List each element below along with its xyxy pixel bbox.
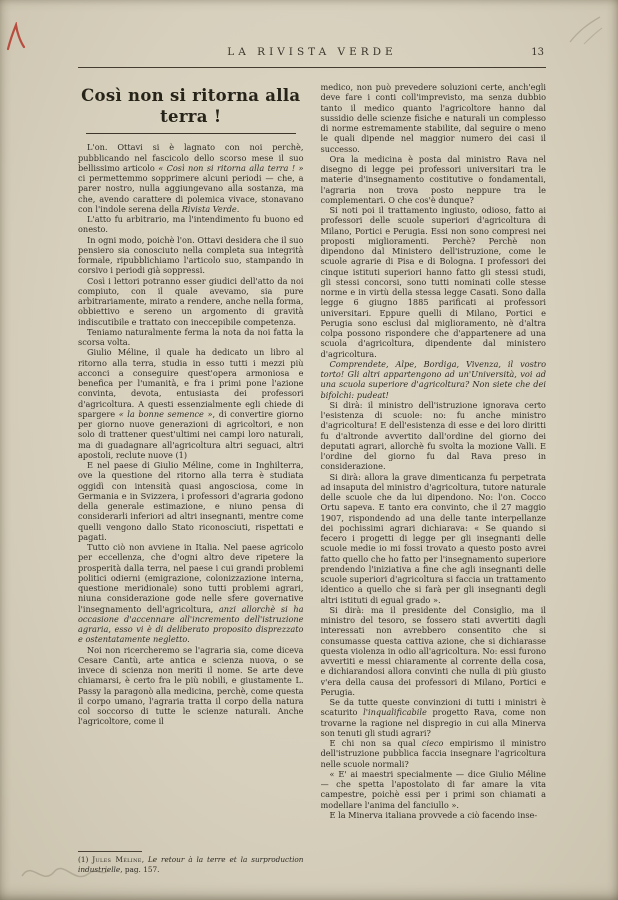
paragraph bbox=[321, 738, 547, 769]
text-segment: L'atto fu arbitrario, ma l'intendimento fu buono ed onesto. bbox=[78, 214, 304, 235]
text-segment: E nel paese di Giulio Méline, come in Inghilterra, ove la questione del ritorno alla terra è studiata oggidì con intensità quasi angosciosa, come in Germania e in Svizzera, i professori d'agraria godono della generale estimazione, e niuno pensa di considerarli inferiori ad altri insegnanti, mentre come quelli vengono dallo Stato riconosciuti, rispettati e pagati. bbox=[78, 460, 304, 542]
text-segment: « E' ai maestri specialmente — dice Giulio Méline — che spetta l'apostolato di far amare la vita campestre, poichè essi per i primi son chiamati a modellare l'anima del fanciullo ». bbox=[320, 768, 546, 810]
text-segment: Si dirà: ma il presidente del Consiglio, ma il ministro del tesoro, se fossero stati avvertiti dagli interessati non avrebbero consentito che si consumasse questa cattiva azione, che si dichiarasse questa violenza in odio all'agricoltura. No: essi furono avvertiti e messi chiaramente al corrente della cosa, e dichiarandosi allora convinti che nulla di più giusto v'era della causa dei professori di Milano, Portici e Perugia. bbox=[320, 604, 546, 697]
paragraph bbox=[321, 810, 547, 820]
text-segment: Si dirà: il ministro dell'istruzione ignorava certo l'esistenza di scuole: no: fu anche ministro d'agricoltura! E dell'esistenza di esse e dei loro diritti fu d'altronde avvertito dall'ordine del giorno dei deputati agrari, allorchè fu svolta la mozione Valli. E l'ordine del giorno fu dal Rava preso in considerazione. bbox=[320, 399, 546, 472]
text-segment: anzi allorchè si ha occasione d'accennare all'incremento dell'istruzione agraria, esso vi è di deliberato proposito disprezzato e ostentatamente negletto. bbox=[78, 603, 304, 645]
paragraph bbox=[321, 697, 547, 738]
running-head bbox=[78, 44, 546, 68]
paragraph bbox=[78, 235, 304, 276]
text-segment: « la bonne semence » bbox=[118, 408, 213, 419]
text-segment: Giulio Méline, il quale ha dedicato un libro al ritorno alla terra, studia in esso tutti i mezzi più acconci a conseguire quest'opera armoniosa e benefica per l'umanità, e fra i primi pone l'azione convinta, devota, entusiasta dei professori d'agricoltura. A questi essenzialmente egli chiede di spargere bbox=[78, 347, 304, 419]
article-title: Così non si ritorna alla terra ! bbox=[81, 86, 301, 126]
paragraph bbox=[78, 142, 304, 214]
text-segment: Si noti poi il trattamento ingiusto, odioso, fatto ai professori delle scuole superiori d'agricoltura di Milano, Portici e Perugia. Essi non sono compresi nei proposti miglioramenti. Perchè? Perchè non dipendono dal Ministero dell'istruzione, come le scuole agrarie di Pisa e di Bologna. I professori dei cinque istituti superiori hanno fatto gli stessi studi, gli stessi concorsi, sono tutti nominati colle stesse norme e in virtù della stessa legge Casati. Sono dalla legge 6 giugno 1885 parificati ai professori universitari. Eppure quelli di Milano, Portici e Perugia sono esclusi dal miglioramento, nè d'altra colpa possono rispondere che d'appartenere ad una scuola d'agricoltura, dipendente dal ministero d'agricoltura. bbox=[320, 205, 546, 359]
text-segment: progetto Rava, come non trovarne la ragione nel dispregio in cui alla Minerva son tenuti gli studi agrari? bbox=[320, 707, 546, 738]
paragraph bbox=[321, 605, 547, 697]
paragraph bbox=[78, 347, 304, 460]
paragraph bbox=[321, 82, 547, 154]
text-segment: Ora la medicina è posta dal ministro Rava nel disegno di legge pei professori universitari tra le materie d'insegnamento costitutive o fondamentali, l'agraria non trova posto neppure tra le complementari. O che cos'è dunque? bbox=[320, 153, 546, 205]
paragraph bbox=[321, 154, 547, 205]
text-segment: cieco bbox=[421, 738, 444, 748]
text-segment: Così i lettori potranno esser giudici dell'atto da noi compiuto, con il quale avevamo, sia pure arbitrariamente, mirato a rendere, anche nella forma, obbiettivo e sereno un argomento di gravità indiscutibile e trattato con ineccepibile competenza. bbox=[78, 275, 304, 327]
paragraph bbox=[321, 472, 547, 605]
text-segment: l'inqualificabile bbox=[363, 707, 427, 718]
paragraph bbox=[78, 645, 304, 727]
text-segment: . bbox=[236, 203, 240, 214]
text-segment: ci permettemmo sopprimere alcuni periodi — che, a parer nostro, nulla aggiungevano alla sostanza, ma che, avendo carattere di polemica vivace, stonavano con l'indole serena della bbox=[78, 173, 304, 214]
footnote bbox=[78, 849, 304, 874]
text-segment: empirismo il ministro dell'istruzione pubblica faccia insegnare l'agricoltura nelle scuole normali? bbox=[320, 738, 546, 769]
red-pencil-mark bbox=[4, 22, 30, 54]
text-segment: Tutto ciò non avviene in Italia. Nel paese agricolo per eccellenza, che d'ogni altro deve ripetere la prosperità dalla terra, nel paese i cui grandi problemi politici odierni (emigrazione, colonizzazione interna, questione meridionale) sono tutti problemi agrari, niuna considerazione gode nelle sfere governative l'insegnamento dell'agricoltura, bbox=[78, 542, 304, 614]
text-segment: Le retour à la terre et la surproduction industrielle bbox=[78, 855, 304, 874]
text-segment: (1) bbox=[78, 855, 93, 865]
paragraph bbox=[78, 327, 304, 348]
paragraph bbox=[78, 214, 304, 235]
paragraph bbox=[321, 400, 547, 472]
text-segment: « Così non si ritorna alla terra ! » bbox=[158, 162, 304, 173]
left-column-text bbox=[78, 142, 304, 726]
text-segment: , di convertire giorno per giorno nuove generazioni di agricoltori, e non solo di trattener quest'ultimi nei campi loro naturali, ma di guadagnare all'agricoltura altri seguaci, altri apostoli, reclute nuove (1) bbox=[78, 408, 304, 460]
text-segment: Rivista Verde bbox=[181, 203, 237, 214]
text-segment: In ogni modo, poichè l'on. Ottavi desidera che il suo pensiero sia conosciuto nella completa sua integrità formale, ripubblichiamo l'articolo suo, stampando in corsivo i periodi già soppressi. bbox=[78, 234, 304, 276]
paragraph bbox=[321, 205, 547, 359]
page-number: 13 bbox=[531, 47, 544, 58]
right-column bbox=[321, 82, 547, 874]
text-segment: Noi non ricercheremo se l'agraria sia, come diceva Cesare Cantù, arte antica e scienza nuova, o se invece di scienza non meriti il nome. Se arte deve chiamarsi, è certo fra le più nobili, e giustamente L. Passy la paragonò alla medicina, perchè, come questa il corpo umano, l'agraria tratta il corpo della natura col soccorso di tutte le scienze naturali. Anche l'agricoltore, come il bbox=[78, 644, 304, 727]
text-segment: Se da tutte queste convinzioni di tutti i ministri è scaturito bbox=[320, 697, 546, 718]
pencil-mark-top-right bbox=[564, 12, 606, 48]
text-segment: E chi non sa qual bbox=[329, 738, 422, 748]
text-segment: medico, non può prevedere soluzioni certe, anch'egli deve fare i conti coll'imprevisto, ma senza dubbio tanto il medico quanto l'agricoltore hanno dal sussidio delle scienze fisiche e naturali un complesso di norme estremamente stabilite, dal seguire o meno le quali dipende nel maggior numero dei casi il successo. bbox=[320, 82, 546, 154]
footnote-text bbox=[78, 855, 304, 874]
text-segment: Si dirà: allora la grave dimenticanza fu perpetrata ad insaputa del ministro d'agricoltura, tutore naturale delle scuole che da lui dipendono. No: l'on. Cocco Ortu sapeva. E tanto era convinto, che il 27 maggio 1907, rispondendo ad una delle tante interpellanze dei pochissimi agrari dichiarava: « Se quando si fecero i progetti di legge per gli insegnanti delle scuole medie io mi fossi trovato a questo posto avrei fatto quello che ho fatto per l'insegnamento superiore prendendo l'iniziativa a fine che agli insegnanti delle scuole superiori d'agricoltura si faccia un trattamento identico a quello che si farà per gli insegnanti degli altri istituti di egual grado ». bbox=[320, 471, 546, 605]
text-segment: E la Minerva italiana provvede a ciò facendo inse- bbox=[329, 809, 538, 820]
article-body bbox=[78, 82, 546, 874]
paragraph bbox=[321, 769, 547, 810]
text-segment: , bbox=[141, 855, 148, 865]
text-segment: Jules Méline bbox=[92, 855, 142, 865]
paragraph bbox=[78, 460, 304, 542]
left-column bbox=[78, 82, 304, 874]
right-column-text bbox=[321, 82, 547, 820]
paragraph bbox=[321, 359, 547, 400]
footnote-rule bbox=[78, 851, 142, 852]
text-segment: L'on. Ottavi si è lagnato con noi perchè, pubblicando nel fascicolo dello scorso mese il suo bellissimo articolo bbox=[78, 142, 304, 173]
text-segment: Teniamo naturalmente ferma la nota da noi fatta la scorsa volta. bbox=[78, 326, 304, 347]
text-segment: , pag. 157. bbox=[120, 864, 160, 874]
text-segment: Comprendete, Alpe, Bordiga, Vivenza, il vostro torto! Gli altri appartengono ad un'Università, voi ad una scuola superiore d'agricoltura? Non siete che dei bifolchi: pudeat! bbox=[320, 358, 546, 400]
paragraph bbox=[78, 542, 304, 645]
journal-title: LA RIVISTA VERDE bbox=[227, 46, 397, 58]
title-rule bbox=[86, 133, 296, 134]
paragraph bbox=[78, 276, 304, 327]
